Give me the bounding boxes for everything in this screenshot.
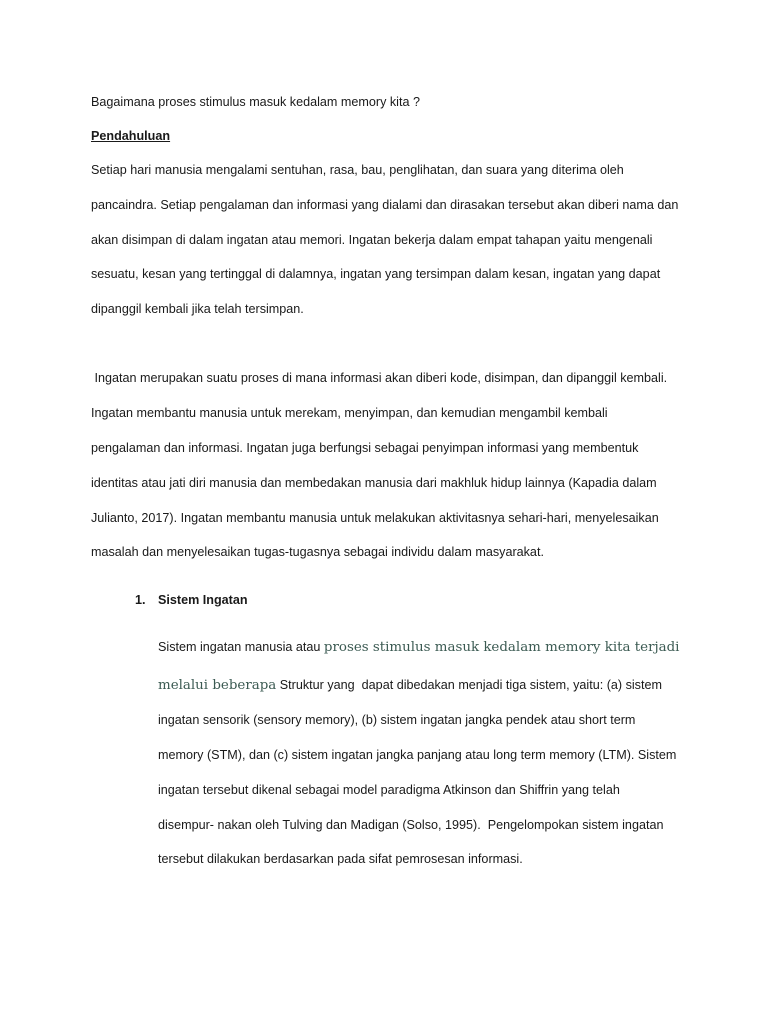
paragraph-1-line: sesuatu, kesan yang tertinggal di dalamnya, ingatan yang tersimpan dalam kesan, ingatan yang dapat bbox=[91, 267, 661, 281]
section-1-line: ingatan sensorik (sensory memory), (b) sistem ingatan jangka pendek atau short term bbox=[158, 713, 636, 727]
paragraph-2-line: Julianto, 2017). Ingatan membantu manusia untuk melakukan aktivitasnya sehari-hari, menyelesaikan bbox=[91, 511, 659, 525]
paragraph-2-line: Ingatan membantu manusia untuk merekam, menyimpan, dan kemudian mengambil kembali bbox=[91, 406, 608, 420]
paragraph-2-line: identitas atau jati diri manusia dan membedakan manusia dari makhluk hidup lainnya (Kapadia dalam bbox=[91, 476, 657, 490]
highlighted-link-text: melalui beberapa bbox=[158, 678, 277, 693]
section-1-line: memory (STM), dan (c) sistem ingatan jangka panjang atau long term memory (LTM). Sistem bbox=[158, 748, 677, 762]
document-title: Bagaimana proses stimulus masuk kedalam memory kita ? bbox=[91, 95, 420, 109]
section-number: 1. bbox=[135, 593, 146, 607]
paragraph-1-line: pancaindra. Setiap pengalaman dan informasi yang dialami dan dirasakan tersebut akan diberi nama dan bbox=[91, 198, 679, 212]
paragraph-2-line: Ingatan merupakan suatu proses di mana informasi akan diberi kode, disimpan, dan dipanggil kembali. bbox=[91, 371, 668, 385]
paragraph-2-line: pengalaman dan informasi. Ingatan juga berfungsi sebagai penyimpan informasi yang membentuk bbox=[91, 441, 639, 455]
section-1-text: Struktur yang dapat dibedakan menjadi tiga sistem, yaitu: (a) sistem bbox=[276, 678, 662, 692]
section-1-line: tersebut dilakukan berdasarkan pada sifat pemrosesan informasi. bbox=[158, 852, 523, 866]
intro-heading: Pendahuluan bbox=[91, 129, 171, 143]
section-1-line bbox=[158, 640, 679, 655]
section-1-line: ingatan tersebut dikenal sebagai model paradigma Atkinson dan Shiffrin yang telah bbox=[158, 783, 620, 797]
paragraph-1-line: akan disimpan di dalam ingatan atau memori. Ingatan bekerja dalam empat tahapan yaitu mengenali bbox=[91, 233, 653, 247]
paragraph-1-line: Setiap hari manusia mengalami sentuhan, rasa, bau, penglihatan, dan suara yang diterima oleh bbox=[91, 163, 624, 177]
paragraph-1-line: dipanggil kembali jika telah tersimpan. bbox=[91, 302, 304, 316]
section-1-line: disempur- nakan oleh Tulving dan Madigan (Solso, 1995). Pengelompokan sistem ingatan bbox=[158, 818, 664, 832]
highlighted-link-text: proses stimulus masuk kedalam memory kita terjadi bbox=[323, 640, 680, 655]
section-1-line bbox=[158, 678, 662, 693]
section-1-text: Sistem ingatan manusia atau bbox=[158, 640, 324, 654]
section-title: Sistem Ingatan bbox=[158, 593, 248, 607]
paragraph-2-line: masalah dan menyelesaikan tugas-tugasnya sebagai individu dalam masyarakat. bbox=[91, 545, 544, 559]
